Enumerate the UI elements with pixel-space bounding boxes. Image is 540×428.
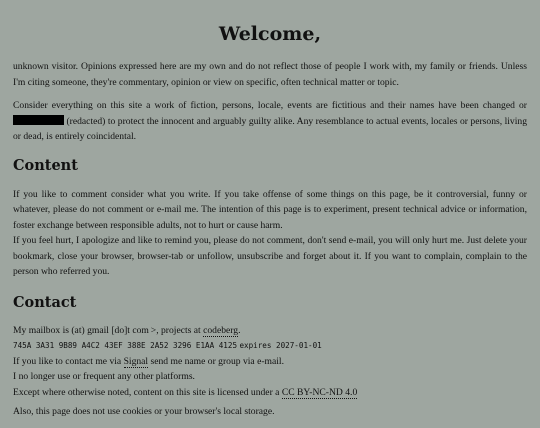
key-fingerprint: 745A 3A31 9B89 A4C2 43EF 388E 2A52 3296 E1AA 4125 — [13, 341, 238, 350]
content-heading: Content — [13, 156, 78, 174]
mailbox-line — [13, 323, 527, 339]
signal-line — [13, 354, 527, 370]
signal-link[interactable]: Signal — [123, 355, 149, 367]
license-line — [13, 385, 527, 401]
page — [0, 23, 540, 428]
signal-text-after: send me name or group via e-mail. — [150, 355, 284, 367]
redacted-block — [13, 115, 64, 125]
contact-heading: Contact — [13, 293, 77, 311]
page-title: Welcome, — [218, 23, 322, 45]
mailbox-end: . — [238, 324, 241, 336]
intro-paragraph-2 — [13, 98, 527, 145]
codeberg-link[interactable]: codeberg — [203, 324, 239, 336]
platforms-line: I no longer use or frequent any other platforms. — [13, 371, 195, 382]
intro-paragraph-2-end: (redacted) to protect the innocent and arguably guilty alike. Any resemblance to actual events, locales or persons, living or dead, is entirely coincidental. — [13, 115, 527, 142]
intro-paragraph-1: unknown visitor. Opinions expressed here are my own and do not reflect those of people I work with, my family or friends. Unless I'm citing someone, they're commentary, opinion or view on specific, often technical matter or topic. — [13, 61, 527, 88]
license-link[interactable]: CC BY-NC-ND 4.0 — [281, 386, 358, 398]
key-expires: expires 2027-01-01 — [239, 341, 322, 350]
signal-text-before: If you like to contact me via — [13, 355, 122, 367]
content-paragraph-1: If you like to comment consider what you write. If you take offense of some things on this page, be it controversial, funny or whatever, please do not comment or e-mail me. The intention of this page is to experiment, present technical advice or information, foster exchange between responsible adults, not to hurt or cause harm. — [13, 188, 527, 231]
content-paragraph-2: If you feel hurt, I apologize and like to remind you, please do not comment, don't send e-mail, you will only hurt me. Just delete your bookmark, close your browser, browser-tab or unfollow, unsubscribe and forget about it. If you want to complain, complain to the person who referred you. — [13, 235, 527, 277]
key-line — [13, 338, 527, 354]
intro-paragraph-2-start: Consider everything on this site a work of fiction, persons, locale, events are fictitious and their names have been changed or — [13, 100, 527, 111]
cookies-line: Also, this page does not use cookies or your browser's local storage. — [13, 406, 275, 417]
mailbox-text: My mailbox is (at) gmail [do]t com >, projects at — [13, 324, 201, 336]
license-text: Except where otherwise noted, content on this site is licensed under a — [13, 386, 280, 398]
